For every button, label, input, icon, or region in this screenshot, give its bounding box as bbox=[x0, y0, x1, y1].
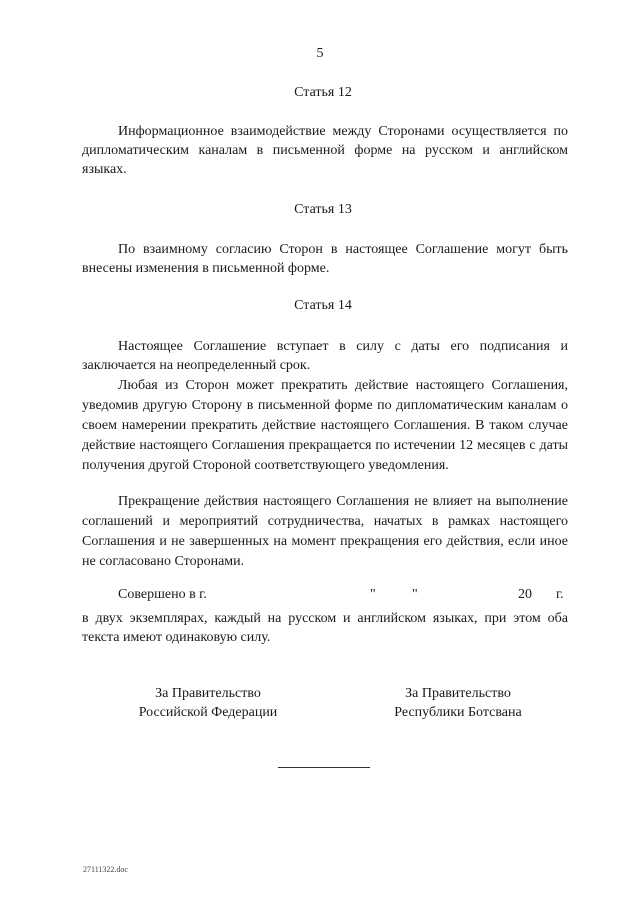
signature-block-botswana bbox=[370, 684, 546, 722]
quote-open: " bbox=[370, 587, 376, 602]
article-13-heading: Статья 13 bbox=[294, 202, 352, 217]
year-prefix: 20 bbox=[518, 587, 532, 602]
signature-separator-line bbox=[278, 767, 370, 768]
signature-botswana-line1: За Правительство bbox=[405, 686, 511, 701]
closing-text: в двух экземплярах, каждый на русском и английском языках, при этом оба текста имеют одинаковую силу. bbox=[82, 611, 568, 645]
page-number: 5 bbox=[316, 46, 324, 61]
year-suffix: г. bbox=[556, 587, 564, 602]
signature-block-russia bbox=[118, 684, 298, 722]
completed-prefix: Совершено в г. bbox=[118, 587, 207, 602]
signature-russia-line1: За Правительство bbox=[155, 686, 261, 701]
quote-close: " bbox=[412, 587, 418, 602]
article-14-paragraph-3: Прекращение действия настоящего Соглашения не влияет на выполнение соглашений и мероприятий сотрудничества, начатых в рамках настоящего Соглашения и не завершенных на момент прекращения его действия, если иное не согласовано Сторонами. bbox=[82, 494, 568, 569]
completed-line bbox=[82, 587, 568, 607]
article-12-heading: Статья 12 bbox=[294, 85, 352, 100]
article-12-paragraph-1: Информационное взаимодействие между Сторонами осуществляется по дипломатическим каналам в письменной форме на русском и английском языках. bbox=[82, 124, 568, 177]
signature-botswana-line2: Республики Ботсвана bbox=[394, 705, 522, 720]
article-14-heading: Статья 14 bbox=[294, 298, 352, 313]
signature-russia-line2: Российской Федерации bbox=[138, 705, 278, 720]
footer-doc-name: 27111322.doc bbox=[83, 865, 128, 874]
article-13-paragraph-1: По взаимному согласию Сторон в настоящее Соглашение могут быть внесены изменения в письменной форме. bbox=[82, 242, 568, 276]
article-14-paragraph-1: Настоящее Соглашение вступает в силу с даты его подписания и заключается на неопределенный срок. bbox=[82, 339, 568, 373]
article-14-paragraph-2: Любая из Сторон может прекратить действие настоящего Соглашения, уведомив другую Сторону в письменной форме по дипломатическим каналам о своем намерении прекратить действие настоящего Соглашения. В таком случае действие настоящего Соглашения прекращается по истечении 12 месяцев с даты получения другой Стороной соответствующего уведомления. bbox=[82, 378, 568, 473]
